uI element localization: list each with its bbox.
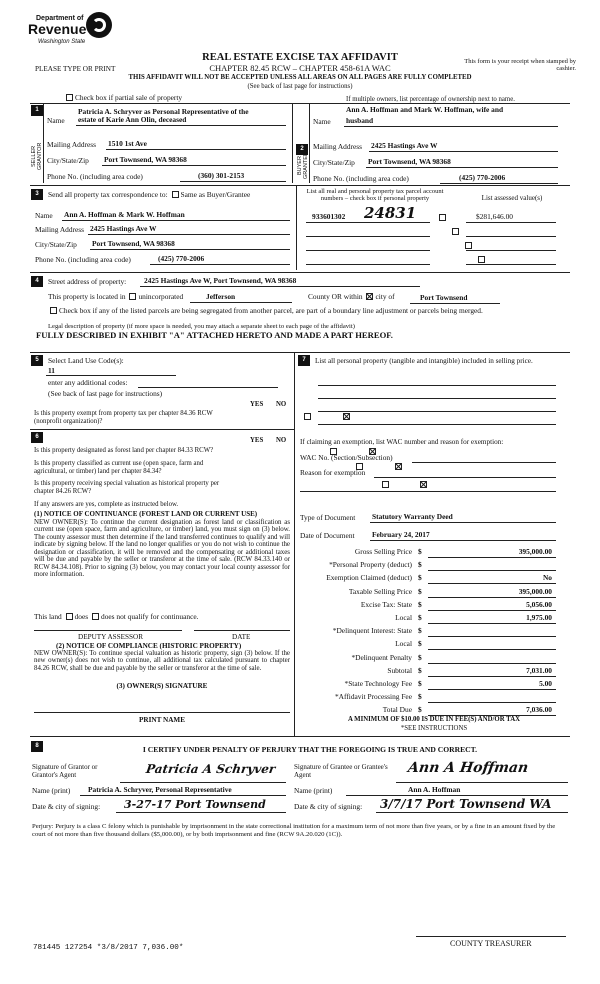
partial-sale-checkbox[interactable] [66,94,73,101]
same-as-buyer-label: Same as Buyer/Grantee [180,190,251,199]
s3-phone: (425) 770-2006 [158,254,205,263]
divider [428,689,556,690]
buyer-phone-label: Phone No. (including area code) [313,174,409,183]
divider [428,557,556,558]
notice1-title: (1) NOTICE OF CONTINUANCE (FOREST LAND OR CURRENT USE) [34,510,258,518]
located-label: This property is located in [48,292,126,301]
historic-yes-checkbox[interactable] [382,481,389,488]
tax-row-currency: $ [418,639,422,649]
divider [466,264,556,265]
tax-row-label: Total Due [382,705,412,715]
divider [318,385,556,386]
s3-city: Port Townsend, WA 98368 [92,239,175,248]
deputy-assessor-label: DEPUTY ASSESSOR [78,633,144,641]
divider [428,570,556,571]
s3-phone-label: Phone No. (including area code) [35,255,131,264]
doc-type-label: Type of Document [300,513,356,522]
divider [374,477,556,478]
seller-side-label: SELLER GRANTOR [31,142,44,170]
legal-label: Legal description of property (if more space is needed, you may attach a separate sheet to each page of the affidavit) [48,323,355,330]
s5-yes-header: YES [250,401,264,408]
send-label: Send all property tax correspondence to: [48,190,168,199]
tax-row-label: *State Technology Fee [344,679,412,688]
land-use-label: Select Land Use Code(s): [48,356,124,365]
segregated-label: Check box if any of the listed parcels are being segregated from another parcel, are part of a boundary line adjustment or parcels being merged. [59,306,483,315]
divider [396,782,568,783]
county-name: Jefferson [206,292,236,301]
personal-property-checkbox-4[interactable] [478,256,485,263]
seller-name-line2: estate of Karie Ann Olin, deceased [78,115,187,124]
divider [428,702,556,703]
historic-question: Is this property receiving special valuation as historical property per chapter 84.26 RCW? [34,480,220,495]
segregated-row [48,307,483,315]
tax-row-label: *Delinquent Interest: State [332,626,412,636]
divider [306,236,430,237]
divider [306,222,430,223]
tax-row-label: Gross Selling Price [354,547,412,556]
partial-sale-label: Check box if partial sale of property [75,93,183,102]
tax-row-currency: $ [418,679,422,688]
divider [90,249,290,250]
exemption-label: If claiming an exemption, list WAC number and reason for exemption: [300,438,504,446]
seller-phone-label: Phone No. (including area code) [47,172,143,181]
divider [428,636,556,637]
exempt-question: Is this property exempt from property tax per chapter 84.36 RCW (nonprofit organization)? [34,410,213,425]
s3-city-label: City/State/Zip [35,240,77,249]
section-7-number: 7 [298,355,310,366]
city-of-label: city of [375,292,395,301]
if-yes-note: If any answers are yes, complete as instructed below. [34,501,179,508]
grantor-name-label: Name (print) [32,786,71,795]
unincorporated-label: unincorporated [138,292,184,301]
seller-city: Port Townsend, WA 98368 [104,155,187,164]
city-name: Port Townsend [420,293,468,302]
notice1-body: NEW OWNER(S): To continue the current designation as forest land or classification as current use (open space, farm and agriculture, or timber) land, you must sign on (3) below. The county assessor must then determine if the land transferred continues to qualify and will indicate by signing below. If the land no longer qualifies or you do not wish to continue the designation or classification, it will be removed and the compensating or additional taxes will be due and payable by the seller or transferor at the time of sale. (RCW 84.33.140 or RCW 84.34.108). Prior to signing (3) below, you may contact your local county assessor for more information. [34,519,290,579]
doc-date-label: Date of Document [300,531,355,540]
unincorporated-checkbox[interactable] [129,293,136,300]
divider [366,167,558,168]
parcel-header: List all real and personal property tax parcel account numbers – check box if personal property [306,188,444,203]
divider [102,165,286,166]
receipt-note: This form is your receipt when stamped by cashier. [464,58,576,73]
wac-label: WAC No. (Section/Subsection) [300,453,393,462]
dor-logo [28,12,120,50]
s5-see-back: (See back of last page for instructions) [48,389,163,398]
personal-property-checkbox-1[interactable] [439,214,446,221]
tax-row-value: 7,036.00 [526,705,552,715]
buyer-phone: (425) 770-2006 [459,173,506,182]
county-treasurer-label: COUNTY TREASURER [450,939,532,948]
segregated-checkbox[interactable] [50,307,57,314]
divider [428,610,556,611]
grantee-name: Ann A. Hoffman [408,785,461,794]
divider [30,272,570,273]
county-or-row [308,293,395,301]
land-use-code: 11 [48,366,55,375]
divider [30,103,570,104]
county-or-label: County OR within [308,292,363,301]
divider [344,126,558,127]
tax-row-value: 5,056.00 [526,599,552,609]
s3-mailing: 2425 Hastings Ave W [90,224,157,233]
legal-description: FULLY DESCRIBED IN EXHIBIT "A" ATTACHED HERETO AND MADE A PART HEREOF. [36,330,393,340]
current-use-no-checkbox[interactable] [395,463,402,470]
this-land-label: This land [34,612,62,621]
tax-row-value: 1,975.00 [526,613,552,622]
divider [80,795,286,796]
logo-state: Washington State [38,39,86,45]
divider [466,236,556,237]
owner-signature-label: (3) OWNER(S) SIGNATURE [116,682,208,690]
assessed-header: List assessed value(s) [481,194,543,202]
doc-date: February 24, 2017 [372,530,430,539]
tax-row-value: 395,000.00 [518,547,552,556]
divider [180,181,286,182]
tax-row-currency: $ [418,560,422,570]
warning-line: THIS AFFIDAVIT WILL NOT BE ACCEPTED UNLESS ALL AREAS ON ALL PAGES ARE FULLY COMPLETED [128,74,472,81]
divider [428,649,556,650]
buyer-side-label: BUYER GRANTEE [297,152,310,180]
divider [428,597,556,598]
s3-mailing-label: Mailing Address [35,225,85,234]
divider [116,812,286,813]
logo-swoosh-icon [92,18,106,32]
forest-question: Is this property designated as forest land per chapter 84.33 RCW? [34,447,214,454]
buyer-mailing: 2425 Hastings Ave W [371,141,438,150]
tax-row-label: Local [395,639,412,649]
divider [194,630,290,631]
street-address: 2425 Hastings Ave W, Port Townsend, WA 98368 [144,276,297,285]
see-back: (See back of last page for instructions) [247,83,353,90]
divider [318,398,556,399]
divider [309,103,310,183]
tax-row-currency: $ [418,613,422,622]
grantee-signature: Ann A Hoffman [406,760,530,776]
divider [369,151,558,152]
buyer-name-label: Name [313,117,331,126]
divider [43,103,44,183]
please-type: PLEASE TYPE OR PRINT [35,65,116,73]
s3-name: Ann A. Hoffman & Mark W. Hoffman [64,210,185,219]
grantee-date: 3/7/17 Port Townsend WA [380,797,552,811]
tax-row-label: *Delinquent Penalty [351,652,412,662]
divider [370,540,556,541]
see-instructions: *SEE INSTRUCTIONS [400,725,468,732]
divider [370,522,556,523]
grantee-date-label: Date & city of signing: [294,802,363,811]
divider [428,663,556,664]
assessed-value-1: $281,646.00 [476,212,513,221]
tax-row-label: Taxable Selling Price [348,586,412,596]
tax-row-currency: $ [418,586,422,596]
tax-row-label: *Affidavit Processing Fee [334,692,412,702]
divider [376,812,568,813]
exempt-no-checkbox[interactable] [343,413,350,420]
divider [88,234,290,235]
minimum-note: A MINIMUM OF $10.00 IS DUE IN FEE(S) AND/OR TAX [347,716,521,723]
send-correspondence-row [48,191,250,199]
seller-name-label: Name [47,116,65,125]
divider [62,220,290,221]
divider [466,250,556,251]
divider [318,424,556,425]
buyer-city: Port Townsend, WA 98368 [368,157,451,166]
street-label: Street address of property: [48,277,127,286]
section-6-number: 6 [31,432,43,443]
seller-phone: (360) 301-2153 [198,171,245,180]
grantee-name-label: Name (print) [294,786,333,795]
tax-row-label: Exemption Claimed (deduct) [326,573,412,583]
tax-row-currency: $ [418,665,422,675]
divider [294,353,295,736]
divider [106,149,286,150]
chapter-line: CHAPTER 82.45 RCW – CHAPTER 458-61A WAC [209,63,391,73]
notice2-body: NEW OWNER(S): To continue special valuation as historic property, sign (3) below. If the new owner(s) does not wish to continue, all additional tax calculated pursuant to chapter 84.26 RCW, shall be due and payable by the seller or transferor at the time of sale. [34,650,290,672]
divider [138,387,278,388]
seller-city-label: City/State/Zip [47,156,89,165]
tax-row-currency: $ [418,626,422,636]
divider [318,411,556,412]
exempt-yes-checkbox[interactable] [304,413,311,420]
divider [300,491,556,492]
divider [416,936,566,937]
divider [120,782,286,783]
seller-mailing: 1510 1st Ave [108,139,147,148]
divider [306,250,430,251]
divider [34,630,182,631]
buyer-city-label: City/State/Zip [313,158,355,167]
same-as-buyer-checkbox[interactable] [172,191,179,198]
tax-row-currency: $ [418,573,422,583]
located-row [48,293,183,301]
historic-no-checkbox[interactable] [420,481,427,488]
reason-label: Reason for exemption [300,468,366,477]
tax-row-label: Subtotal [387,665,412,675]
seller-name-line1: Patricia A. Schryver as Personal Representative of the [78,107,249,116]
divider [30,185,570,186]
doc-type: Statutory Warranty Deed [372,512,453,521]
tax-row-currency: $ [418,705,422,715]
tax-row-label: Local [395,613,412,622]
divider [30,429,294,430]
parcel-number-1: 933601302 [312,212,346,221]
divider [46,375,176,376]
buyer-mailing-label: Mailing Address [313,142,363,151]
current-use-question: Is this property classified as current use (open space, farm and agricultural, or timber) land per chapter 84.34? [34,460,204,475]
divider [466,222,556,223]
s6-no-header: NO [276,437,287,444]
section-3-number: 3 [31,189,43,200]
qualify-row [34,613,199,621]
divider [296,186,297,270]
logo-revenue: Revenue [28,21,87,37]
divider [30,352,570,353]
section-1-number: 1 [31,105,43,116]
tax-row-value: 395,000.00 [518,586,552,596]
parcel-handwritten: 24831 [364,204,417,222]
section-2-number: 2 [296,144,308,155]
buyer-name-line1: Ann A. Hoffman and Mark W. Hoffman, wife and [346,105,504,114]
divider [76,125,286,126]
grantor-signature: Patricia A Schryver [145,762,277,776]
tax-row-currency: $ [418,692,422,702]
section-8-number: 8 [31,741,43,752]
notice2-title: (2) NOTICE OF COMPLIANCE (HISTORIC PROPERTY) [56,642,242,650]
divider [292,103,293,183]
seller-mailing-label: Mailing Address [47,140,97,149]
tax-row-currency: $ [418,599,422,609]
tax-row-value: No [542,573,552,583]
certify-statement: I CERTIFY UNDER PENALTY OF PERJURY THAT THE FOREGOING IS TRUE AND CORRECT. [142,745,478,754]
does-not-label: does not qualify for continuance. [101,612,199,621]
divider [428,583,556,584]
grantor-sig-label: Signature of Grantor or Grantor's Agent [32,763,98,779]
personal-property-checkbox-3[interactable] [465,242,472,249]
divider [306,264,430,265]
does-not-checkbox[interactable] [92,613,99,620]
personal-property-label: List all personal property (tangible and intangible) included in selling price. [315,357,533,365]
divider [190,302,292,303]
tax-row-currency: $ [418,652,422,662]
tax-row-currency: $ [418,547,422,556]
divider [140,286,420,287]
divider [428,623,556,624]
partial-sale-row [64,94,182,102]
divider [428,676,556,677]
personal-property-checkbox-2[interactable] [452,228,459,235]
print-name-label: PRINT NAME [139,716,185,724]
form-title: REAL ESTATE EXCISE TAX AFFIDAVIT [202,52,398,63]
divider [346,795,568,796]
divider [410,303,500,304]
divider [412,462,556,463]
does-label: does [74,612,89,621]
logo-dept: Department of [36,15,84,22]
tax-row-value: 5.00 [539,679,552,688]
additional-codes-label: enter any additional codes: [48,378,128,387]
grantor-name: Patricia A. Schryver, Personal Representative [88,785,232,794]
grantor-date: 3-27-17 Port Townsend [124,798,266,811]
cashier-stamp: 781445 127254 *3/8/2017 7,036.00* [33,944,184,952]
section-4-number: 4 [31,276,43,287]
within-city-checkbox[interactable] [366,293,373,300]
date-label: DATE [232,633,251,641]
tax-row-value: 7,031.00 [526,665,552,675]
section-5-number: 5 [31,355,43,366]
perjury-statement: Perjury: Perjury is a class C felony which is punishable by imprisonment in the state correctional institution for a maximum term of not more than five years, or by a fine in an amount fixed by the court of not more than five thousand dollars ($5,000.00), or by both imprisonment and fine (RCW 9A.20.020 (1C)). [32,823,556,838]
s3-name-label: Name [35,211,53,220]
tax-row-label: *Personal Property (deduct) [329,560,412,570]
multiple-owners: If multiple owners, list percentage of ownership next to name. [346,96,515,103]
divider [440,183,558,184]
divider [30,736,570,737]
divider [34,712,290,713]
divider [150,264,290,265]
s6-yes-header: YES [250,437,264,444]
grantee-sig-label: Signature of Grantee or Grantee's Agent [294,763,388,779]
grantor-date-label: Date & city of signing: [32,802,101,811]
tax-row-label: Excise Tax: State [360,599,412,609]
buyer-name-line2: husband [346,116,374,125]
s5-no-header: NO [276,401,287,408]
does-checkbox[interactable] [66,613,73,620]
